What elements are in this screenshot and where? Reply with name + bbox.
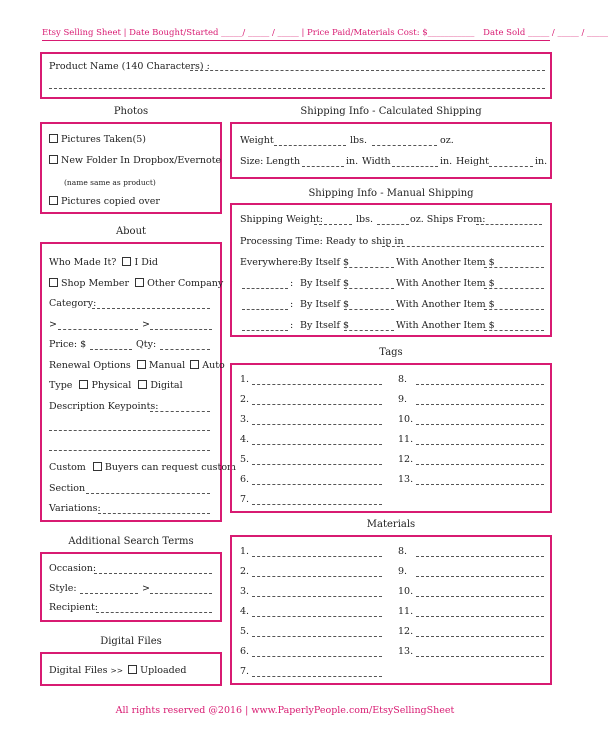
price-label: Price: $	[49, 339, 87, 350]
description-field-2[interactable]	[49, 430, 210, 431]
variations-field[interactable]	[98, 513, 210, 514]
everywhere-label: Everywhere:	[240, 257, 302, 268]
price-field[interactable]	[90, 349, 132, 350]
digital-label: Digital	[150, 380, 183, 391]
custom-label: Custom	[49, 462, 86, 473]
pictures-copied-checkbox[interactable]	[49, 196, 58, 205]
photos-box	[40, 122, 222, 214]
material-number: 7.	[240, 666, 250, 677]
tag-number: 3.	[240, 414, 250, 425]
material-number: 8.	[398, 546, 408, 557]
by-itself-label: By Itself $	[300, 257, 350, 268]
i-did-checkbox[interactable]	[122, 257, 131, 266]
calc-shipping-box	[230, 122, 552, 179]
calc-length-field[interactable]	[302, 166, 344, 167]
calc-weight-label: Weight	[240, 135, 274, 146]
by-itself-label-1: By Itself $	[300, 278, 350, 289]
custom-checkbox[interactable]	[93, 462, 102, 471]
calc-oz-field[interactable]	[372, 145, 437, 146]
by-itself-field-2[interactable]	[344, 309, 394, 310]
ship-lbs-label: lbs.	[356, 214, 374, 225]
category-label: Category:	[49, 298, 97, 309]
uploaded-checkbox[interactable]	[128, 665, 137, 674]
renewal-label: Renewal Options	[49, 360, 131, 371]
processing-label: Processing Time: Ready to ship in	[240, 236, 404, 247]
renewal-row	[49, 360, 225, 372]
tag-field[interactable]	[252, 404, 382, 405]
pictures-taken-checkbox[interactable]	[49, 134, 58, 143]
by-itself-label-3: By Itself $	[300, 320, 350, 331]
region-colon-1: :	[290, 278, 294, 289]
type-row	[49, 380, 183, 392]
ship-weight-label: Shipping Weight:	[240, 214, 323, 225]
material-number: 9.	[398, 566, 408, 577]
material-number: 5.	[240, 626, 250, 637]
pictures-taken-label: Pictures Taken(5)	[61, 134, 146, 145]
with-another-field-1[interactable]	[484, 288, 544, 289]
calc-size-label: Size:	[240, 156, 264, 167]
with-another-field-2[interactable]	[484, 309, 544, 310]
calc-height-label: Height	[456, 156, 489, 167]
tag-number: 12.	[398, 454, 414, 465]
subcat-arrow-1: >	[49, 319, 57, 330]
tag-number: 13.	[398, 474, 414, 485]
calc-height-field[interactable]	[489, 166, 533, 167]
with-another-label: With Another Item $	[396, 257, 495, 268]
calc-in3: in.	[535, 156, 548, 167]
material-field[interactable]	[252, 616, 382, 617]
ship-lbs-field[interactable]	[314, 224, 352, 225]
tag-field[interactable]	[252, 484, 382, 485]
material-field[interactable]	[416, 556, 544, 557]
tags-box	[230, 363, 552, 513]
by-itself-label-2: By Itself $	[300, 299, 350, 310]
new-folder-label: New Folder In Dropbox/Evernote	[61, 155, 222, 166]
material-number: 12.	[398, 626, 414, 637]
occasion-field[interactable]	[94, 573, 212, 574]
tag-field[interactable]	[252, 424, 382, 425]
date-bought: Date Bought/Started _____/ _____ / _____ |	[129, 28, 305, 38]
qty-field[interactable]	[160, 349, 210, 350]
style-arrow: >	[142, 583, 150, 594]
with-another-label-3: With Another Item $	[396, 320, 495, 331]
description-field-1[interactable]	[150, 411, 210, 412]
subcat-field-1[interactable]	[58, 329, 138, 330]
calc-lbs-field[interactable]	[274, 145, 346, 146]
new-folder-row	[49, 155, 221, 167]
material-field[interactable]	[252, 556, 382, 557]
tag-number: 9.	[398, 394, 408, 405]
calc-length-label: Length	[266, 156, 301, 167]
by-itself-field-3[interactable]	[344, 330, 394, 331]
recipient-label: Recipient:	[49, 602, 99, 613]
material-field[interactable]	[416, 596, 544, 597]
tag-number: 2.	[240, 394, 250, 405]
material-number: 3.	[240, 586, 250, 597]
manual-shipping-box	[230, 203, 552, 337]
calc-oz-label: oz.	[440, 135, 454, 146]
who-made-label: Who Made It?	[49, 257, 117, 268]
digital-files-arrows: >>	[110, 666, 124, 675]
category-field[interactable]	[92, 308, 210, 309]
material-field[interactable]	[416, 616, 544, 617]
ships-from-label: oz. Ships From:	[410, 214, 486, 225]
sheet-title: Etsy Selling Sheet |	[42, 28, 127, 38]
pictures-taken-row	[49, 134, 146, 146]
auto-label: Auto	[202, 360, 225, 371]
section-label: Section	[49, 483, 86, 494]
tag-number: 8.	[398, 374, 408, 385]
other-company-label: Other Company	[147, 278, 224, 289]
material-number: 10.	[398, 586, 414, 597]
material-field[interactable]	[252, 656, 382, 657]
material-field[interactable]	[252, 676, 382, 677]
who-made-row	[49, 257, 158, 269]
material-field[interactable]	[252, 636, 382, 637]
about-title: About	[115, 226, 147, 237]
material-field[interactable]	[416, 656, 544, 657]
material-number: 6.	[240, 646, 250, 657]
tag-number: 10.	[398, 414, 414, 425]
other-company-checkbox[interactable]	[135, 278, 144, 287]
style-field-1[interactable]	[80, 593, 138, 594]
with-another-label-1: With Another Item $	[396, 278, 495, 289]
product-name-box	[40, 52, 552, 99]
header-divider	[42, 40, 550, 41]
ships-from-field[interactable]	[476, 224, 542, 225]
uploaded-label: Uploaded	[140, 665, 187, 676]
style-label: Style:	[49, 583, 77, 594]
search-terms-box	[40, 552, 222, 622]
manual-shipping-title: Shipping Info - Manual Shipping	[308, 188, 474, 199]
description-field-3[interactable]	[49, 450, 210, 451]
ship-oz-field[interactable]	[377, 224, 409, 225]
tag-number: 1.	[240, 374, 250, 385]
physical-label: Physical	[91, 380, 132, 391]
material-number: 2.	[240, 566, 250, 577]
shop-member-label: Shop Member	[61, 278, 130, 289]
price-paid: Price Paid/Materials Cost: $___________	[307, 28, 475, 38]
occasion-label: Occasion:	[49, 563, 97, 574]
footer-text: All rights reserved @2016 | www.PaperlyPeople.com/EtsySellingSheet	[115, 705, 455, 716]
description-label: Description Keypoints:	[49, 401, 159, 412]
material-number: 4.	[240, 606, 250, 617]
tag-field[interactable]	[416, 404, 544, 405]
physical-checkbox[interactable]	[79, 380, 88, 389]
tag-field[interactable]	[416, 484, 544, 485]
subcat-field-2[interactable]	[150, 329, 212, 330]
product-name-field[interactable]	[190, 70, 545, 71]
region-field-1[interactable]	[242, 288, 288, 289]
about-box	[40, 242, 237, 522]
shop-member-checkbox[interactable]	[49, 278, 58, 287]
material-field[interactable]	[252, 596, 382, 597]
pictures-copied-row	[49, 196, 160, 208]
product-name-label: Product Name (140 Characters) :	[49, 61, 210, 72]
material-field[interactable]	[416, 636, 544, 637]
tag-number: 7.	[240, 494, 250, 505]
calc-width-field[interactable]	[392, 166, 438, 167]
by-itself-field[interactable]	[344, 267, 394, 268]
tags-title: Tags	[379, 347, 403, 358]
tag-field[interactable]	[252, 464, 382, 465]
processing-field[interactable]	[382, 246, 544, 247]
buyers-request-label: Buyers can request custom	[104, 462, 237, 473]
by-itself-field-1[interactable]	[344, 288, 394, 289]
new-folder-checkbox[interactable]	[49, 155, 58, 164]
tag-number: 6.	[240, 474, 250, 485]
auto-checkbox[interactable]	[190, 360, 199, 369]
tag-field[interactable]	[252, 444, 382, 445]
with-another-field[interactable]	[484, 267, 544, 268]
qty-label: Qty:	[136, 339, 157, 350]
region-colon-2: :	[290, 299, 294, 310]
type-label: Type	[49, 380, 73, 391]
with-another-field-3[interactable]	[484, 330, 544, 331]
header-bar	[42, 28, 608, 38]
product-name-field-2[interactable]	[49, 88, 545, 89]
tag-field[interactable]	[416, 464, 544, 465]
region-colon-3: :	[290, 320, 294, 331]
region-field-3[interactable]	[242, 330, 288, 331]
material-number: 13.	[398, 646, 414, 657]
tag-field[interactable]	[416, 424, 544, 425]
style-field-2[interactable]	[150, 593, 212, 594]
material-field[interactable]	[416, 576, 544, 577]
digital-checkbox[interactable]	[138, 380, 147, 389]
section-field[interactable]	[86, 493, 210, 494]
recipient-field[interactable]	[96, 612, 212, 613]
calc-in1: in.	[346, 156, 359, 167]
calc-width-label: Width	[362, 156, 391, 167]
materials-box	[230, 535, 552, 685]
calc-lbs-label: lbs.	[350, 135, 368, 146]
material-number: 11.	[398, 606, 414, 617]
tag-number: 5.	[240, 454, 250, 465]
manual-checkbox[interactable]	[137, 360, 146, 369]
i-did-label: I Did	[134, 257, 158, 268]
tag-number: 4.	[240, 434, 250, 445]
material-number: 1.	[240, 546, 250, 557]
digital-files-label: Digital Files	[49, 665, 108, 676]
photos-title: Photos	[113, 106, 149, 117]
digital-files-box	[40, 652, 222, 686]
calc-in2: in.	[440, 156, 453, 167]
tag-field[interactable]	[252, 384, 382, 385]
custom-row	[49, 462, 236, 474]
shop-member-row	[49, 278, 223, 290]
region-field-2[interactable]	[242, 309, 288, 310]
search-terms-title: Additional Search Terms	[68, 536, 194, 547]
variations-label: Variations:	[49, 503, 101, 514]
digital-files-row	[49, 665, 186, 677]
date-sold: Date Sold _____ / _____ / _____	[483, 28, 608, 38]
tag-field[interactable]	[416, 444, 544, 445]
material-field[interactable]	[252, 576, 382, 577]
folder-note: (name same as product)	[64, 178, 156, 187]
materials-title: Materials	[366, 519, 416, 530]
digital-files-title: Digital Files	[100, 636, 162, 647]
calc-shipping-title: Shipping Info - Calculated Shipping	[300, 106, 482, 117]
tag-number: 11.	[398, 434, 414, 445]
tag-field[interactable]	[252, 504, 382, 505]
manual-label: Manual	[148, 360, 186, 371]
with-another-label-2: With Another Item $	[396, 299, 495, 310]
tag-field[interactable]	[416, 384, 544, 385]
pictures-copied-label: Pictures copied over	[61, 196, 160, 207]
subcat-arrow-2: >	[142, 319, 150, 330]
